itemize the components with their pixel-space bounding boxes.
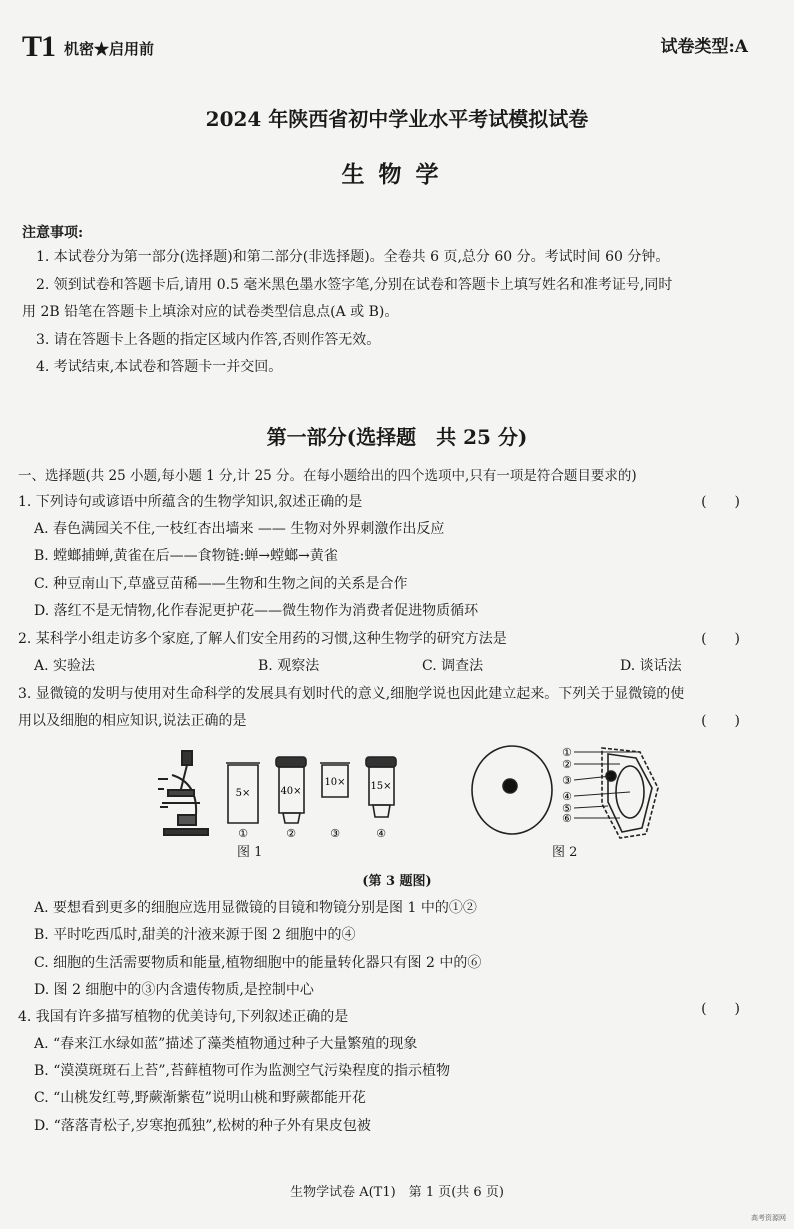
figure-caption: (第 3 题图) (362, 874, 432, 889)
q2-stem: 2. 某科学小组走访多个家庭,了解人们安全用药的习惯,这种生物学的研究方法是 (18, 631, 507, 647)
cell-num-4: ④ (562, 790, 572, 803)
q2-answer-bracket: ( ) (701, 631, 740, 647)
watermark-logo: 高考资源网 (751, 1214, 786, 1222)
q3-answer-bracket: ( ) (701, 713, 740, 729)
subject-title: 生物学 (341, 161, 453, 188)
lens-2-mag: 40× (280, 786, 302, 797)
notice-heading: 注意事项: (22, 225, 84, 241)
lens-3-num: ③ (330, 827, 340, 840)
notice-item-4: 4. 考试结束,本试卷和答题卡一并交回。 (36, 359, 283, 375)
cell-num-6: ⑥ (562, 812, 572, 825)
cell-num-5: ⑤ (562, 802, 572, 815)
q3-option-d: D. 图 2 细胞中的③内含遗传物质,是控制中心 (34, 982, 314, 998)
q2-option-d: D. 谈话法 (620, 658, 682, 674)
q4-answer-bracket: ( ) (701, 1001, 740, 1017)
page-footer: 生物学试卷 A(T1) 第 1 页(共 6 页) (290, 1185, 504, 1200)
lens-4-mag: 15× (370, 781, 392, 792)
notice-item-2: 2. 领到试卷和答题卡后,请用 0.5 毫米黑色墨水签字笔,分别在试卷和答题卡上填写姓名和准考证号,同时 (36, 277, 673, 293)
cell-num-3: ③ (562, 774, 572, 787)
notice-item-2-cont: 用 2B 铅笔在答题卡上填涂对应的试卷类型信息点(A 或 B)。 (22, 304, 399, 320)
q4-stem: 4. 我国有许多描写植物的优美诗句,下列叙述正确的是 (18, 1009, 349, 1025)
lens-4-num: ④ (376, 827, 386, 840)
q3-stem-line2: 用以及细胞的相应知识,说法正确的是 (18, 713, 247, 729)
q1-option-c: C. 种豆南山下,草盛豆苗稀——生物和生物之间的关系是合作 (34, 576, 408, 592)
animal-cell (472, 746, 552, 834)
q1-stem: 1. 下列诗句或谚语中所蕴含的生物学知识,叙述正确的是 (18, 494, 363, 510)
q1-option-d: D. 落红不是无情物,化作春泥更护花——微生物作为消费者促进物质循环 (34, 603, 479, 619)
paper-type-label: 试卷类型:A (660, 37, 748, 57)
q3-option-a: A. 要想看到更多的细胞应选用显微镜的目镜和物镜分别是图 1 中的①② (34, 900, 477, 916)
q1-option-a: A. 春色满园关不住,一枝红杏出墙来 —— 生物对外界刺激作出反应 (34, 521, 445, 537)
notice-item-1: 1. 本试卷分为第一部分(选择题)和第二部分(非选择题)。全卷共 6 页,总分 60 分。考试时间 60 分钟。 (36, 249, 670, 265)
q1-answer-bracket: ( ) (701, 494, 740, 510)
lens-2-num: ② (286, 827, 296, 840)
notice-item-3: 3. 请在答题卡上各题的指定区域内作答,否则作答无效。 (36, 332, 381, 348)
q4-option-d: D. “落落青松子,岁寒抱孤独”,松树的种子外有果皮包被 (34, 1118, 371, 1134)
lens-1-num: ① (238, 827, 248, 840)
q4-option-b: B. “漠漠斑斑石上苔”,苔藓植物可作为监测空气污染程度的指示植物 (34, 1063, 450, 1079)
q4-option-c: C. “山桃发红萼,野蕨渐紫苞”说明山桃和野蕨都能开花 (34, 1090, 366, 1106)
figure-2-cells (470, 738, 680, 848)
q4-option-a: A. “春来江水绿如蓝”描述了藻类植物通过种子大量繁殖的现象 (34, 1036, 418, 1052)
cell-leader-lines (574, 752, 638, 818)
cell-num-2: ② (562, 758, 572, 771)
microscope-icon (158, 751, 208, 835)
figure-1-microscope-lenses (150, 745, 410, 865)
section-title: 第一部分(选择题 共 25 分) (266, 425, 528, 449)
q2-option-c: C. 调查法 (422, 658, 484, 674)
figure-2-label: 图 2 (552, 845, 578, 860)
lens-1-mag: 5× (235, 788, 251, 799)
t1-mark: T1 (22, 30, 56, 63)
q2-option-b: B. 观察法 (258, 658, 320, 674)
q3-option-b: B. 平时吃西瓜时,甜美的汁液来源于图 2 细胞中的④ (34, 927, 356, 943)
q3-option-c: C. 细胞的生活需要物质和能量,植物细胞中的能量转化器只有图 2 中的⑥ (34, 955, 482, 971)
q2-option-a: A. 实验法 (34, 658, 96, 674)
q3-stem-line1: 3. 显微镜的发明与使用对生命科学的发展具有划时代的意义,细胞学说也因此建立起来。下列关于显微镜的使 (18, 686, 685, 702)
q1-option-b: B. 螳螂捕蝉,黄雀在后——食物链:蝉→螳螂→黄雀 (34, 548, 338, 564)
section-intro: 一、选择题(共 25 小题,每小题 1 分,计 25 分。在每小题给出的四个选项中,只有一项是符合题目要求的) (18, 468, 637, 484)
exam-title: 2024 年陕西省初中学业水平考试模拟试卷 (205, 107, 589, 131)
figure-1-label: 图 1 (237, 845, 263, 860)
cell-num-1: ① (562, 746, 572, 759)
lens-3-mag: 10× (324, 777, 346, 788)
confidential-label: 机密★启用前 (64, 40, 155, 58)
